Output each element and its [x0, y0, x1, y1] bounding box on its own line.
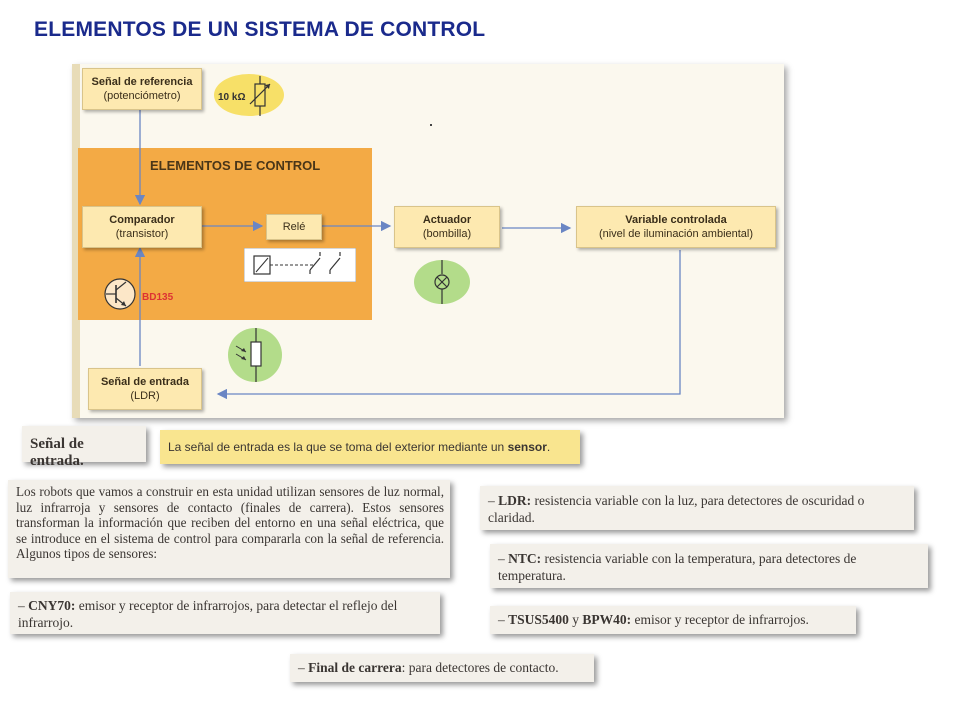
entrada-heading-card — [22, 426, 146, 469]
entrada-label: Señal de entrada — [100, 376, 190, 388]
relay-symbol-icon — [244, 248, 356, 282]
ldr-text: – LDR: resistencia variable con la luz, para detectores de oscuridad o claridad. — [488, 493, 865, 525]
variable-box — [576, 206, 776, 248]
intro-card — [8, 480, 450, 578]
ldr-icon — [232, 328, 272, 382]
comparador-box — [82, 206, 202, 248]
entrada-sublabel: (LDR) — [130, 390, 160, 402]
final-carrera-card — [290, 654, 594, 682]
comparador-sublabel: (transistor) — [115, 228, 169, 240]
bpw-name: BPW40: — [582, 612, 632, 627]
referencia-sublabel: (potenciómetro) — [103, 90, 181, 102]
variable-sublabel: (nivel de iluminación ambiental) — [598, 228, 754, 240]
cny70-desc: emisor y receptor de infrarrojos, para detectar el reflejo del infrarrojo. — [18, 598, 398, 630]
entrada-definition-card — [160, 430, 580, 464]
cny70-text: – CNY70: emisor y receptor de infrarrojos, para detectar el reflejo del infrarrojo. — [18, 598, 398, 630]
diagram-speck — [430, 124, 432, 126]
entrada-definition-end: . — [546, 440, 551, 454]
actuador-sublabel: (bombilla) — [422, 228, 472, 240]
control-system-diagram — [72, 64, 784, 418]
tsus-name: TSUS5400 — [508, 612, 569, 627]
comparador-label: Comparador — [109, 214, 175, 226]
final-carrera-text: – Final de carrera: para detectores de contacto. — [298, 660, 559, 675]
tsus-desc: emisor y receptor de infrarrojos. — [631, 612, 809, 627]
entrada-definition-sensor: sensor — [507, 440, 547, 454]
final-carrera-desc: : para detectores de contacto. — [401, 660, 559, 675]
entrada-definition — [168, 439, 574, 456]
ntc-name: NTC: — [508, 551, 542, 566]
rele-box — [266, 214, 322, 240]
actuador-box — [394, 206, 500, 248]
bulb-icon — [430, 260, 454, 304]
rele-label: Relé — [282, 221, 306, 233]
entrada-box — [88, 368, 202, 410]
tsus-and: y — [568, 612, 583, 627]
potentiometer-icon — [248, 76, 272, 116]
transistor-label: BD135 — [142, 292, 174, 303]
cny70-card — [10, 592, 440, 634]
ntc-text: – NTC: resistencia variable con la temperatura, para detectores de temperatura. — [498, 551, 857, 583]
page-title: ELEMENTOS DE UN SISTEMA DE CONTROL — [34, 18, 486, 41]
variable-label: Variable controlada — [625, 214, 727, 226]
actuador-label: Actuador — [422, 214, 472, 226]
ntc-desc: resistencia variable con la temperatura, para detectores de temperatura. — [498, 551, 857, 583]
tsus-text: – TSUS5400 y BPW40: emisor y receptor de infrarrojos. — [498, 612, 809, 627]
entrada-heading: Señal de entrada. — [30, 436, 84, 469]
control-elements-title: ELEMENTOS DE CONTROL — [150, 158, 321, 173]
ldr-desc: resistencia variable con la luz, para detectores de oscuridad o claridad. — [488, 493, 865, 525]
ldr-card — [480, 486, 914, 530]
referencia-label: Señal de referencia — [91, 76, 193, 88]
entrada-definition-text: La señal de entrada es la que se toma del exterior mediante un — [168, 440, 508, 454]
ldr-name: LDR: — [498, 493, 532, 508]
potentiometer-value-label: 10 kΩ — [218, 92, 246, 103]
intro-text: Los robots que vamos a construir en esta unidad utilizan sensores de luz normal, luz infrarroja y sensores de contacto (finales de carrera). Estos sensores transforman la información que reciben del entorno en una señal eléctrica, que se introduce en el sistema de control para compararla con la señal de referencia. Algunos tipos de sensores: — [16, 484, 444, 562]
final-carrera-name: Final de carrera — [308, 660, 402, 675]
referencia-box — [82, 68, 202, 110]
cny70-name: CNY70: — [28, 598, 76, 613]
tsus-card — [490, 606, 856, 634]
ntc-card — [490, 544, 928, 588]
transistor-icon — [102, 276, 138, 312]
